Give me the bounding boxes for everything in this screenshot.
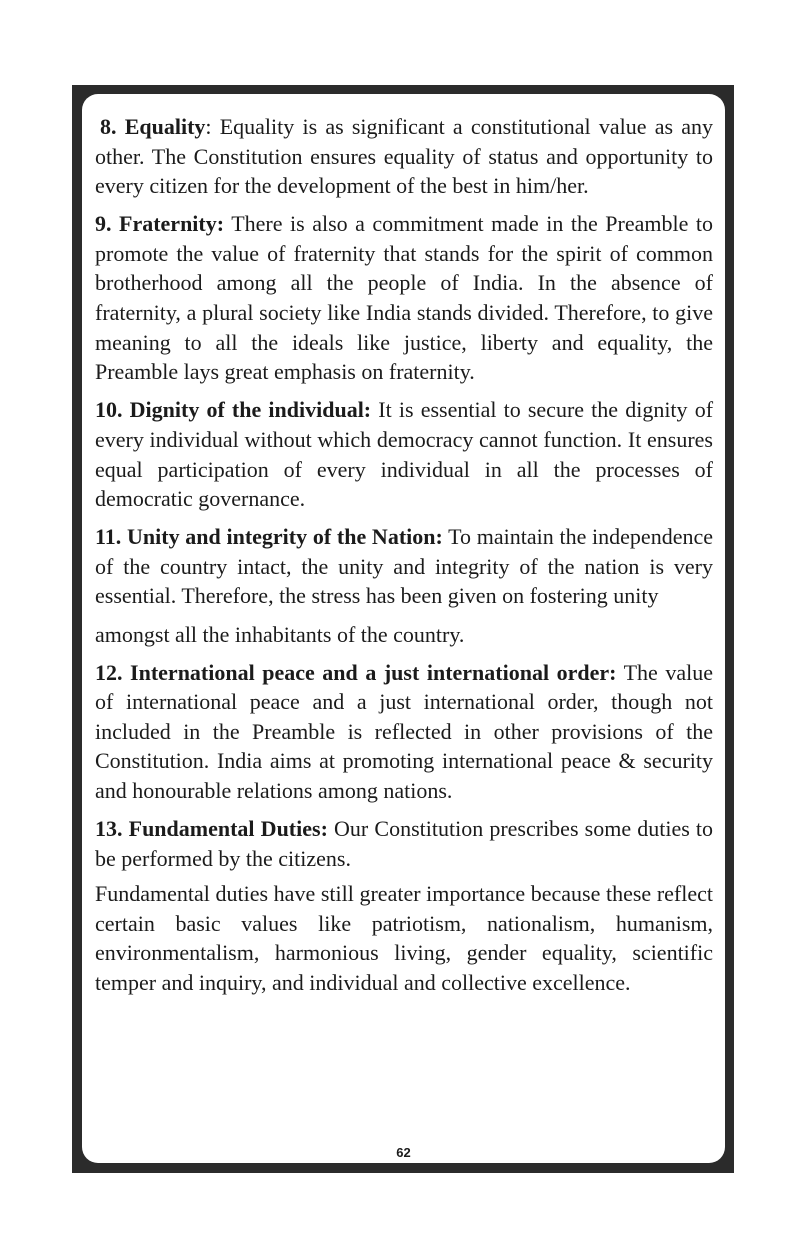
- section-text: To maintain the independence of the country intact, the unity and integrity of the nation is very essential. Therefore, the stress has been given on fostering unity: [95, 524, 713, 609]
- section-text: amongst all the inhabitants of the country.: [95, 621, 465, 647]
- section-unity-continuation: [95, 620, 713, 650]
- section-heading: 9. Fraternity:: [95, 211, 225, 237]
- section-text: Equality is as significant a constitutional value as any other. The Constitution ensures equality of status and opportunity to every citizen for the development of the best in him/her.: [95, 114, 713, 199]
- section-text: There is also a commitment made in the Preamble to promote the value of fraternity that stands for the spirit of common brotherhood among all the people of India. In the absence of fraternity, a plural society like India stands divided. Therefore, to give meaning to all the ideals like justice, liberty and equality, the Preamble lays great emphasis on fraternity.: [95, 211, 714, 385]
- section-text: Fundamental duties have still greater importance because these reflect certain basic values like patriotism, nationalism, humanism, environmentalism, harmonious living, gender equality, scientific temper and inquiry, and individual and collective excellence.: [95, 881, 713, 996]
- section-heading: 12. International peace and a just international order:: [95, 659, 617, 685]
- section-heading: 11. Unity and integrity of the Nation:: [95, 524, 443, 550]
- section-text: The value of international peace and a just international order, though not included in the Preamble is reflected in other provisions of the Constitution. India aims at promoting international peace & security and honourable relations among nations.: [95, 659, 713, 803]
- section-heading: 8. Equality: [100, 114, 206, 139]
- section-text: Our Constitution prescribes some duties to be performed by the citizens.: [95, 816, 714, 871]
- section-international-peace: [95, 658, 713, 806]
- section-heading: 10. Dignity of the individual:: [95, 397, 372, 423]
- section-unity-and-integrity: [95, 522, 713, 611]
- section-fraternity: [95, 209, 713, 387]
- section-fundamental-duties: [95, 814, 713, 873]
- heading-separator: [616, 660, 623, 685]
- section-heading: 13. Fundamental Duties:: [95, 816, 328, 842]
- document-body: [95, 112, 713, 1006]
- section-equality: [95, 112, 713, 201]
- page-number: 62: [396, 1145, 411, 1160]
- heading-separator: :: [205, 114, 220, 139]
- section-dignity-of-individual: [95, 395, 713, 513]
- section-fundamental-duties-detail: [95, 879, 713, 997]
- section-text: It is essential to secure the dignity of every individual without which democracy cannot function. It ensures equal participation of every individual in all the processes of democratic governance.: [95, 397, 714, 512]
